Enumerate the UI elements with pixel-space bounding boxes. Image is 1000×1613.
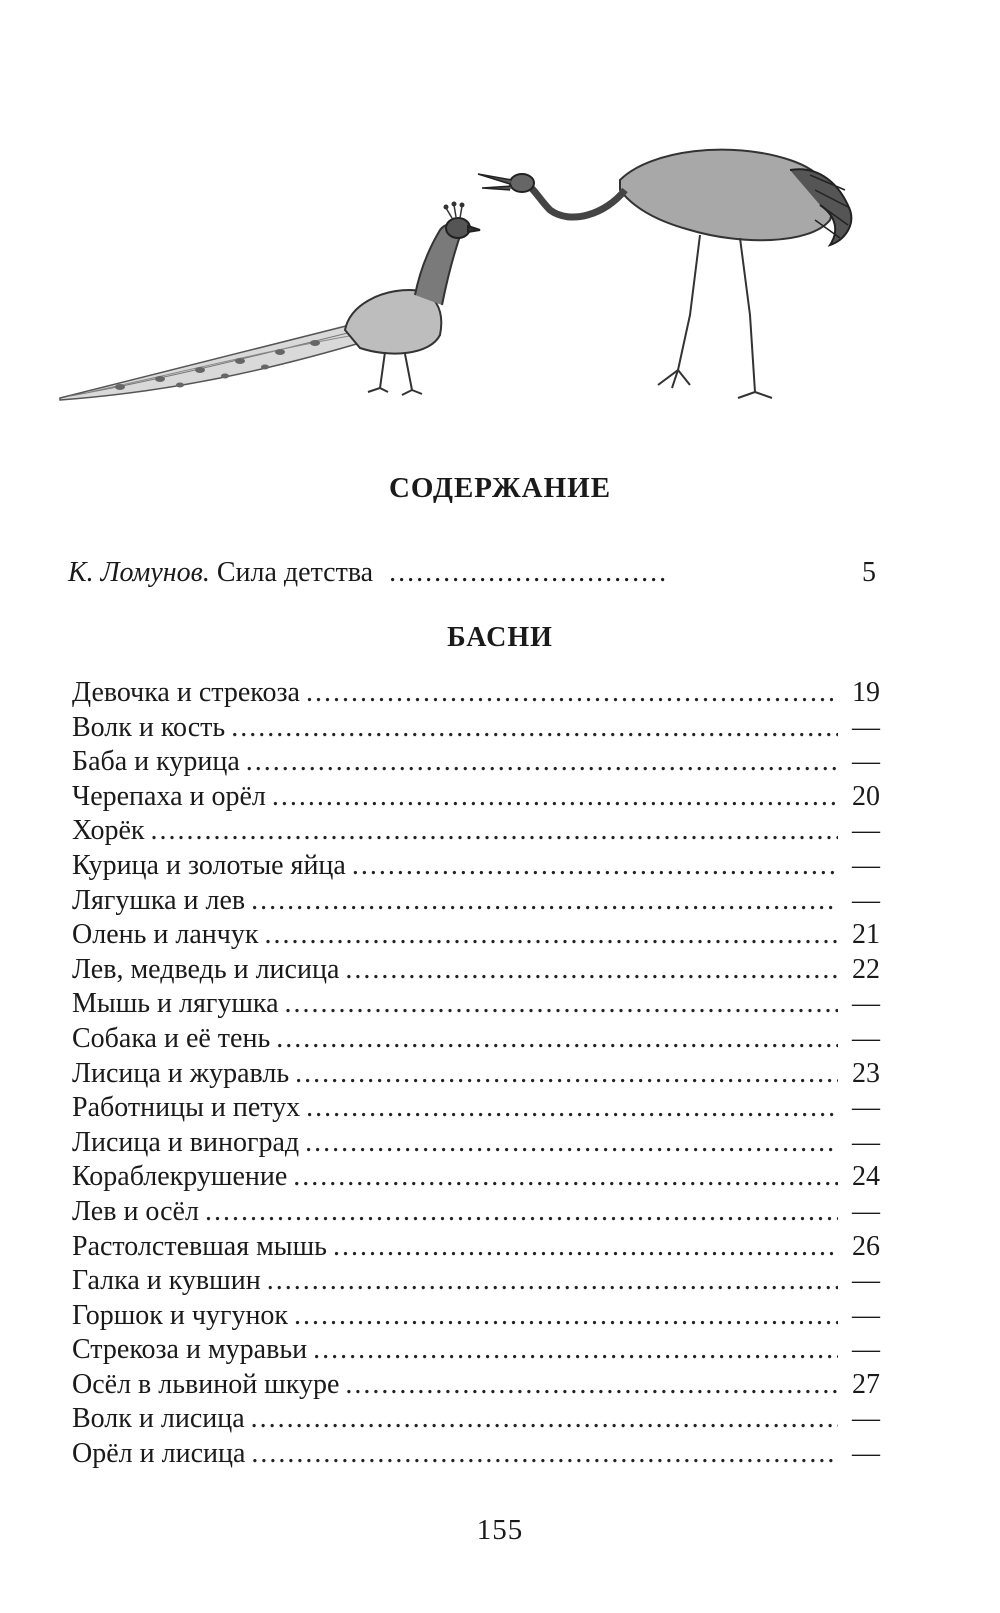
toc-entry-title: Орёл и лисица <box>72 1438 246 1470</box>
toc-entry <box>72 1022 880 1057</box>
toc-entry-title: Стрекоза и муравьи <box>72 1334 308 1366</box>
toc-entry-page: — <box>852 988 880 1020</box>
dot-leader <box>251 1437 838 1472</box>
toc-list <box>72 676 880 1472</box>
toc-entry-title: Курица и золотые яйца <box>72 849 346 881</box>
toc-entry <box>72 1091 880 1126</box>
toc-entry <box>72 1402 880 1437</box>
page-number: 155 <box>476 1514 524 1546</box>
toc-entry-title: Хорёк <box>72 815 145 847</box>
toc-entry-title: Черепаха и орёл <box>72 780 266 812</box>
intro-title: Сила детства <box>216 557 374 588</box>
toc-entry <box>72 780 880 815</box>
toc-entry-title: Лев и осёл <box>72 1195 199 1227</box>
toc-entry-page: 22 <box>852 953 880 985</box>
toc-entry-page: — <box>852 849 880 881</box>
dot-leader <box>251 884 838 919</box>
dot-leader <box>333 1230 838 1265</box>
dot-leader <box>231 711 838 746</box>
toc-entry-page: — <box>852 1126 880 1158</box>
toc-entry-page: — <box>852 1265 880 1297</box>
toc-entry-title: Горшок и чугунок <box>72 1299 289 1331</box>
toc-entry <box>72 1230 880 1265</box>
toc-entry-title: Олень и ланчук <box>72 919 259 951</box>
toc-entry-page: — <box>852 1092 880 1124</box>
dot-leader <box>272 780 838 815</box>
toc-entry-title: Лев, медведь и лисица <box>72 953 340 985</box>
toc-entry <box>72 711 880 746</box>
dot-leader <box>276 1022 838 1057</box>
peacock-and-crane-illustration <box>50 130 900 430</box>
toc-entry <box>72 676 880 711</box>
toc-entry <box>72 849 880 884</box>
toc-entry-page: — <box>852 884 880 916</box>
dot-leader <box>345 1368 838 1403</box>
dot-leader <box>294 1299 838 1334</box>
toc-entry-page: 20 <box>852 780 880 812</box>
toc-entry-page: 24 <box>852 1161 880 1193</box>
toc-entry-title: Баба и курица <box>72 746 240 778</box>
toc-entry-title: Кораблекрушение <box>72 1161 288 1193</box>
toc-entry-title: Девочка и стрекоза <box>72 677 300 708</box>
toc-entry-title: Волк и кость <box>72 711 226 743</box>
section-heading: БАСНИ <box>447 622 553 653</box>
toc-entry <box>72 1264 880 1299</box>
toc-entry <box>72 1299 880 1334</box>
toc-entry-page: — <box>852 711 880 743</box>
dot-leader <box>246 745 838 780</box>
dot-leader <box>151 814 839 849</box>
crane-drawing <box>478 150 851 398</box>
toc-entry-title: Работницы и петух <box>72 1092 301 1124</box>
toc-entry-page: — <box>852 1195 880 1227</box>
toc-entry-page: 23 <box>852 1057 880 1089</box>
dot-leader <box>306 1091 838 1126</box>
toc-entry <box>72 1333 880 1368</box>
intro-page-number: 5 <box>862 557 876 588</box>
toc-entry-page: — <box>852 1299 880 1331</box>
toc-entry <box>72 814 880 849</box>
dot-leader <box>345 953 838 988</box>
toc-entry <box>72 884 880 919</box>
contents-heading: СОДЕРЖАНИЕ <box>388 472 612 504</box>
toc-entry-page: 26 <box>852 1230 880 1262</box>
peacock-drawing <box>60 202 480 401</box>
dot-leader <box>352 849 838 884</box>
dot-leader <box>305 1126 838 1161</box>
toc-entry-page: — <box>852 1403 880 1435</box>
dot-leader <box>251 1402 838 1437</box>
toc-entry-title: Галка и кувшин <box>72 1265 261 1297</box>
dot-leader <box>267 1264 838 1299</box>
toc-entry <box>72 1126 880 1161</box>
toc-entry <box>72 1368 880 1403</box>
dot-leader <box>285 987 838 1022</box>
toc-entry-page: 19 <box>852 677 880 708</box>
dot-leader <box>293 1160 838 1195</box>
intro-entry <box>68 556 876 590</box>
dot-leader <box>295 1057 838 1092</box>
toc-entry-page: — <box>852 815 880 847</box>
dot-leader <box>205 1195 838 1230</box>
toc-entry <box>72 918 880 953</box>
intro-leader: ............................... <box>389 557 669 588</box>
toc-entry-title: Собака и её тень <box>72 1022 271 1054</box>
toc-entry-title: Волк и лисица <box>72 1403 245 1435</box>
toc-entry-page: 21 <box>852 919 880 951</box>
toc-entry <box>72 745 880 780</box>
toc-entry <box>72 953 880 988</box>
toc-entry-page: — <box>852 1022 880 1054</box>
toc-entry <box>72 1195 880 1230</box>
toc-entry-title: Лягушка и лев <box>72 884 246 916</box>
toc-entry-title: Мышь и лягушка <box>72 988 279 1020</box>
toc-entry-page: 27 <box>852 1368 880 1400</box>
dot-leader <box>264 918 838 953</box>
toc-entry-page: — <box>852 746 880 778</box>
dot-leader <box>306 676 838 711</box>
toc-entry-title: Осёл в львиной шкуре <box>72 1368 340 1400</box>
toc-entry-title: Лисица и журавль <box>72 1057 290 1089</box>
toc-entry <box>72 1437 880 1472</box>
toc-entry-page: — <box>852 1334 880 1366</box>
toc-entry <box>72 1160 880 1195</box>
toc-entry <box>72 1057 880 1092</box>
toc-entry-title: Лисица и виноград <box>72 1126 300 1158</box>
toc-entry <box>72 987 880 1022</box>
toc-entry-page: — <box>852 1438 880 1470</box>
dot-leader <box>313 1333 838 1368</box>
intro-author: К. Ломунов. <box>68 557 210 588</box>
toc-entry-title: Растолстевшая мышь <box>72 1230 327 1262</box>
